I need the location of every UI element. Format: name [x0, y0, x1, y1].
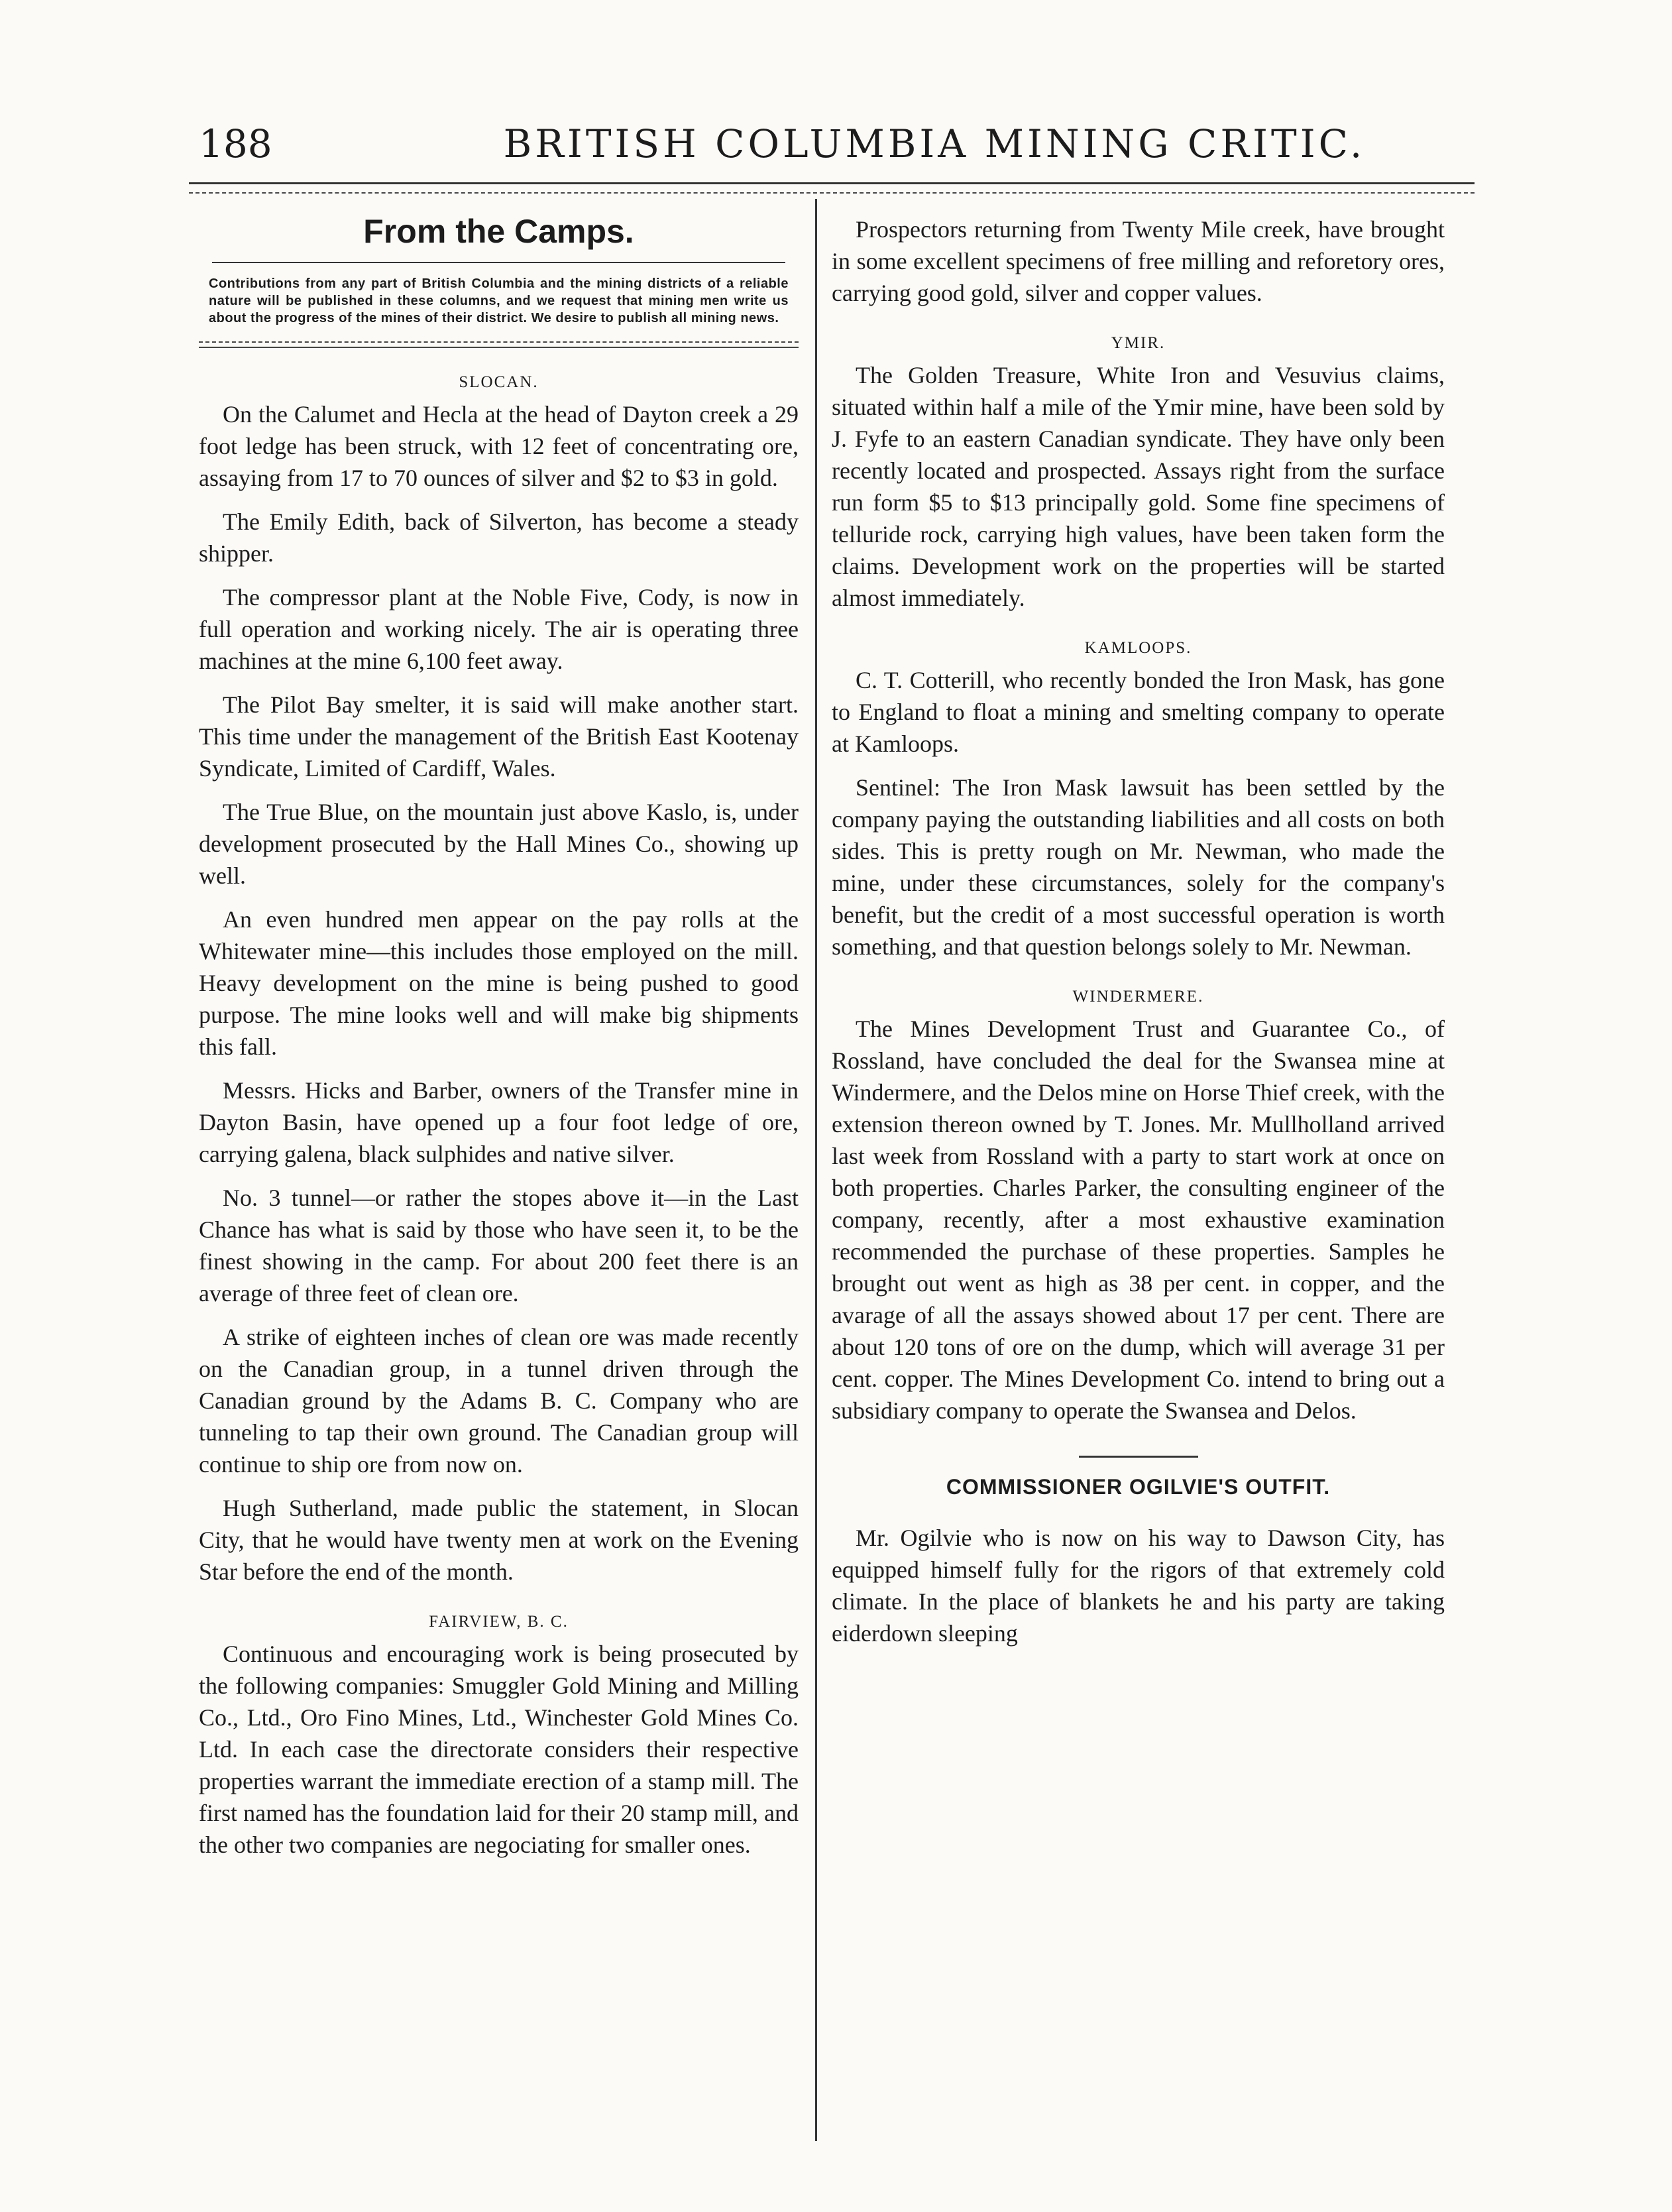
section-separator: [1079, 1456, 1198, 1458]
region-heading-kamloops: KAMLOOPS.: [1084, 639, 1192, 657]
article-paragraph: The Mines Development Trust and Guarantee Co., of Rossland, have concluded the deal for the Swansea mine at Windermere, and the Delos mine on Horse Thief creek, with the extension thereon owned by T. Jones. Mr. Mullholland arrived last week from Rossland with a party to start work at once on both properties. Charles Parker, the consulting engineer of the company, recently, after a most exhaustive examination recommended the purchase of these properties. Samples he brought out went as high as 38 per cent. in copper, and the avarage of all the assays showed about 17 per cent. There are about 120 tons of ore on the dump, which will average 31 per cent. copper. The Mines Development Co. intend to bring out a subsidiary company to operate the Swansea and Delos.: [832, 1016, 1445, 1424]
title-rule: [212, 262, 785, 263]
article-paragraph: C. T. Cotterill, who recently bonded the Iron Mask, has gone to England to float a mining and smelting company to operate at Kamloops.: [832, 667, 1445, 757]
region-heading-ymir: YMIR.: [1111, 334, 1166, 352]
journal-title: BRITISH COLUMBIA MINING CRITIC.: [503, 121, 1366, 166]
region-heading-windermere: WINDERMERE.: [1072, 988, 1204, 1006]
article-paragraph: The True Blue, on the mountain just above Kaslo, is, under development prosecuted by the Hall Mines Co., showing up well.: [199, 799, 799, 889]
note-rule: [199, 347, 799, 348]
article-paragraph: Hugh Sutherland, made public the statement, in Slocan City, that he would have twenty men at work on the Evening Star before the end of the month.: [199, 1495, 799, 1585]
article-paragraph: On the Calumet and Hecla at the head of Dayton creek a 29 foot ledge has been struck, with 12 feet of concentrating ore, assaying from 17 to 70 ounces of silver and $2 to $3 in gold.: [199, 401, 799, 491]
article-paragraph: The Emily Edith, back of Silverton, has become a steady shipper.: [199, 508, 799, 567]
header-rule-dashed: [189, 192, 1475, 194]
article-paragraph: Prospectors returning from Twenty Mile creek, have brought in some excellent specimens of free milling and reforetory ores, carrying good gold, silver and copper values.: [832, 216, 1445, 306]
section-title: From the Camps.: [363, 213, 634, 250]
article-paragraph: No. 3 tunnel—or rather the stopes above it—in the Last Chance has what is said by those who have seen it, to be the finest showing in the camp. For about 200 feet there is an average of three feet of clean ore.: [199, 1185, 799, 1307]
article-paragraph: A strike of eighteen inches of clean ore was made recently on the Canadian group, in a tunnel driven through the Canadian ground by the Adams B. C. Company who are tunneling to tap their own ground. The Canadian group will continue to ship ore from now on.: [199, 1324, 799, 1478]
article-paragraph: The Pilot Bay smelter, it is said will make another start. This time under the management of the British East Kootenay Syndicate, Limited of Cardiff, Wales.: [199, 691, 799, 782]
note-rule: [199, 341, 799, 343]
right-column: [832, 199, 1445, 1661]
region-heading-fairview: FAIRVIEW, B. C.: [429, 1613, 569, 1631]
article-paragraph: Mr. Ogilvie who is now on his way to Dawson City, has equipped himself fully for the rigors of that extremely cold climate. In the place of blankets he and his party are taking eiderdown sleeping: [832, 1525, 1445, 1647]
region-heading-slocan: SLOCAN.: [459, 373, 539, 391]
article-paragraph: The compressor plant at the Noble Five, Cody, is now in full operation and working nicely. The air is operating three machines at the mine 6,100 feet away.: [199, 584, 799, 674]
page-number: 188: [199, 121, 272, 166]
article-paragraph: The Golden Treasure, White Iron and Vesuvius claims, situated within half a mile of the Ymir mine, have been sold by J. Fyfe to an eastern Canadian syndicate. They have only been recently located and prospected. Assays right from the surface run form $5 to $13 principally gold. Some fine specimens of telluride rock, carrying high values, have been taken form the claims. Development work on the properties will be started almost immediately.: [832, 362, 1445, 611]
article-paragraph: Continuous and encouraging work is being prosecuted by the following companies: Smuggler Gold Mining and Milling Co., Ltd., Oro Fino Mines, Ltd., Winchester Gold Mines Co. Ltd. In each case the directorate considers their respective properties warrant the immediate erection of a stamp mill. The first named has the foundation laid for their 20 stamp mill, and the other two companies are negociating for smaller ones.: [199, 1641, 799, 1858]
article-paragraph: Sentinel: The Iron Mask lawsuit has been settled by the company paying the outstanding liabilities and all costs on both sides. This is pretty rough on Mr. Newman, who made the mine, under these circumstances, solely for the company's benefit, but the credit of a most successful operation is worth something, and that question belongs solely to Mr. Newman.: [832, 774, 1445, 960]
ogilvie-heading: COMMISSIONER OGILVIE'S OUTFIT.: [946, 1475, 1331, 1499]
running-head: [0, 0, 1672, 192]
left-column: [199, 199, 799, 1873]
column-divider: [815, 199, 817, 2141]
article-paragraph: Messrs. Hicks and Barber, owners of the Transfer mine in Dayton Basin, have opened up a four foot ledge of ore, carrying galena, black sulphides and native silver.: [199, 1077, 799, 1167]
header-rule: [189, 182, 1475, 184]
article-paragraph: An even hundred men appear on the pay rolls at the Whitewater mine—this includes those employed on the mill. Heavy development on the mine is being pushed to good purpose. The mine looks well and will make big shipments this fall.: [199, 906, 799, 1060]
contributions-note: Contributions from any part of British Columbia and the mining districts of a reliable nature will be published in these columns, and we request that mining men write us about the progress of the mines of their district. We desire to publish all mining news.: [209, 276, 789, 325]
